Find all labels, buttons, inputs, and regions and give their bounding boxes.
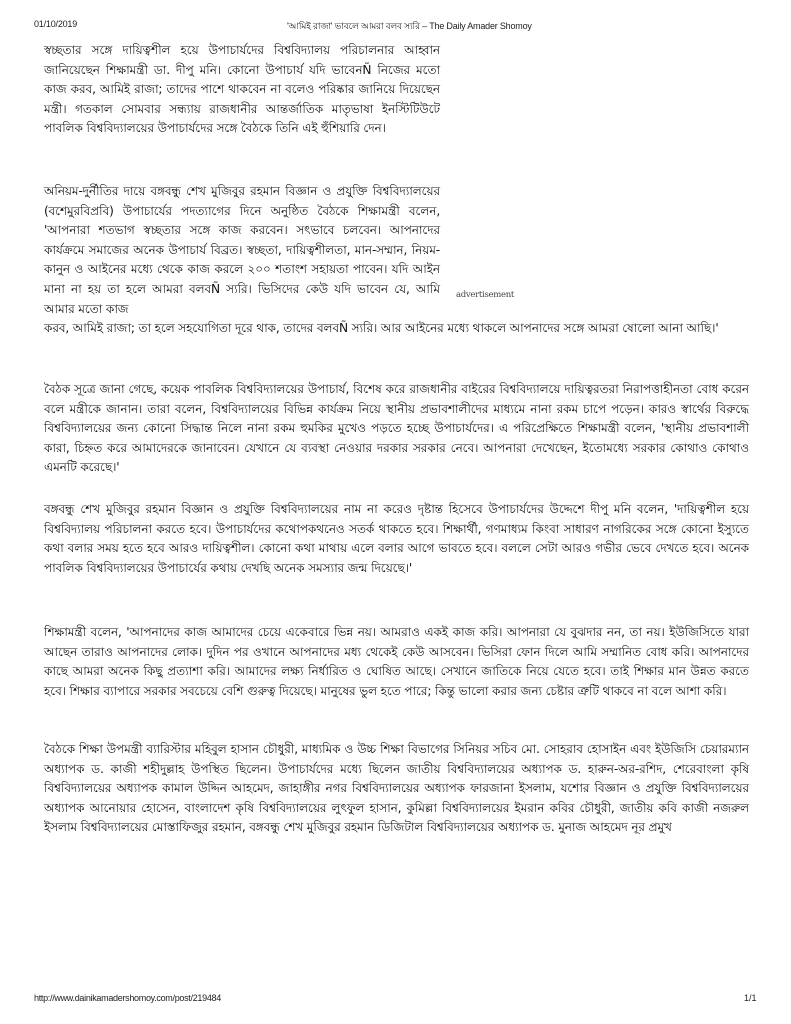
advertisement-label: advertisement [456, 290, 515, 300]
print-date: 01/10/2019 [34, 19, 78, 29]
article-paragraph-6: বৈঠকে শিক্ষা উপমন্ত্রী ব্যারিস্টার মহিবুল হাসান চৌধুরী, মাধ্যমিক ও উচ্চ শিক্ষা বিভাগের সিনিয়র সচিব মো. সোহরাব হোসাইন এবং ইউজিসি চেয়ারম্যান অধ্যাপক ড. কাজী শহীদুল্লাহ উপস্থিত ছিলেন। উপাচার্যদের মধ্যে ছিলেন জাতীয় বিশ্ববিদ্যালয়ের অধ্যাপক ড. হারুন-অর-রশিদ, শেরেবাংলা কৃষি বিশ্ববিদ্যালয়ের অধ্যাপক কামাল উদ্দিন আহমেদ, জাহাঙ্গীর নগর বিশ্ববিদ্যালয়ের অধ্যাপক ফারজানা ইসলাম, যশোর বিজ্ঞান ও প্রযুক্তি বিশ্ববিদ্যালয়ের অধ্যাপক আনোয়ার হোসেন, বাংলাদেশ কৃষি বিশ্ববিদ্যালয়ের লুৎফুল হাসান, কুমিল্লা বিশ্ববিদ্যালয়ের ইমরান কবির চৌধুরী, জাতীয় কবি কাজী নজরুল ইসলাম বিশ্ববিদ্যালয়ের মোস্তাফিজুর রহমান, বঙ্গবন্ধু শেখ মুজিবুর রহমান ডিজিটাল বিশ্ববিদ্যালয়ের অধ্যাপক ড. মুনাজ আহমেদ নূর প্রমুখ [44, 742, 749, 835]
article-paragraph-5: শিক্ষামন্ত্রী বলেন, 'আপনাদের কাজ আমাদের চেয়ে একেবারে ভিন্ন নয়। আমরাও একই কাজ করি। আপনারা যে বুঝদার নন, তা নয়। ইউজিসিতে যারা আছেন তারাও আপনাদের লোক। দুদিন পর ওখানে আপনাদের মধ্য থেকেই কেউ আসবেন। ভিসিরা ফোন দিলে আমি সম্মানিত বোধ করি। আপনাদের কাছে আমরা অনেক কিছু প্রত্যাশা করি। আমাদের লক্ষ্য নির্ধারিত ও ঘোষিত আছে। সেখানে জাতিকে নিয়ে যেতে হবে। তাই শিক্ষার মান উন্নত করতে হবে। শিক্ষার ব্যাপারে সরকার সবচেয়ে বেশি গুরুত্ব দিয়েছে। মানুষের ভুল হতে পারে; কিন্তু ভালো করার জন্য চেষ্টার ত্রুটি থাকবে না বলে আশা করি। [44, 625, 749, 698]
article-paragraph-4: বঙ্গবন্ধু শেখ মুজিবুর রহমান বিজ্ঞান ও প্রযুক্তি বিশ্ববিদ্যালয়ের নাম না করেও দৃষ্টান্ত হিসেবে উপাচার্যদের উদ্দেশে দীপু মনি বলেন, 'দায়িত্বশীল হয়ে বিশ্ববিদ্যালয় পরিচালনা করতে হবে। উপাচার্যদের কথোপকথনেও সতর্ক থাকতে হবে। শিক্ষার্থী, গণমাধ্যম কিংবা সাধারণ নাগরিকের সঙ্গে কোনো ইস্যুতে কথা বলার সময় হতে হবে আরও দায়িত্বশীল। কোনো কথা মাথায় এলে বলার আগে ভাবতে হবে। বললে সেটা আরও গভীর ভেবে দেখতে হবে। অনেক পাবলিক বিশ্ববিদ্যালয়ের উপাচার্যের কথায় দেখছি অনেক সমস্যার জন্ম দিয়েছে।' [44, 502, 749, 575]
article-paragraph-2-text: অনিয়ম-দুর্নীতির দায়ে বঙ্গবন্ধু শেখ মুজিবুর রহমান বিজ্ঞান ও প্রযুক্তি বিশ্ববিদ্যালয়ের (বশেমুরবিপ্রবি) উপাচার্যের পদত্যাগের দিনে অনুষ্ঠিত বৈঠকে শিক্ষামন্ত্রী বলেন, 'আপনারা শতভাগ স্বচ্ছতার সঙ্গে কাজ করবেন। সৎভাবে চলবেন। আপনাদের কার্যক্রমে সমাজের অনেক উপাচার্য বিব্রত। স্বচ্ছতা, দায়িত্বশীলতা, মান-সম্মান, নিয়ম-কানুন ও আইনের মধ্যে থেকে কাজ করলে ২০০ শতাংশ সহায়তা পাবেন। যদি আইন মানা না হয় তা হলে আমরা বলবÑ স্যরি। ভিসিদের কেউ যদি ভাবেন যে, আমি আমার মতো কাজ [44, 184, 440, 316]
article-paragraph-2-continuation: করব, আমিই রাজা; তা হলে সহযোগিতা দূরে থাক, তাদের বলবÑ স্যরি। আর আইনের মধ্যে থাকলে আপনাদের সঙ্গে আমরা ষোলো আনা আছি।' [44, 321, 719, 336]
article-paragraph-3: বৈঠক সূত্রে জানা গেছে, কয়েক পাবলিক বিশ্ববিদ্যালয়ের উপাচার্য, বিশেষ করে রাজধানীর বাইরের বিশ্ববিদ্যালয়ে দায়িত্বরতরা নিরাপত্তাহীনতা বোধ করেন বলে মন্ত্রীকে জানান। তারা বলেন, বিশ্ববিদ্যালয়ের বিভিন্ন কার্যক্রম নিয়ে স্থানীয় প্রভাবশালীদের মাধ্যমে নানা রকম চাপে পড়েন। কারও স্বার্থের বিরুদ্ধে বিশ্ববিদ্যালয়ের জন্য কোনো সিদ্ধান্ত নিলে নানা রকম হুমকির মুখেও পড়তে হচ্ছে উপাচার্যদের। এ পরিপ্রেক্ষিতে শিক্ষামন্ত্রী বলেন, 'স্থানীয় প্রভাবশালী কারা, চিহ্নত করে আমাদেরকে জানাবেন। যেখানে যে ব্যবস্থা নেওয়ার দরকার সরকার নেবে। আপনারা দেখেছেন, ইতোমধ্যে সরকার কোথাও কোথাও এমনটি করেছে।' [44, 382, 749, 475]
page-title: 'আমিই রাজা' ভাবলে আমরা বলব স্যরি – The Daily Amader Shomoy [287, 21, 532, 31]
page-number: 1/1 [744, 993, 757, 1003]
footer-url: http://www.dainikamadershomoy.com/post/219484 [34, 993, 221, 1003]
article-paragraph-1: স্বচ্ছতার সঙ্গে দায়িত্বশীল হয়ে উপাচার্যদের বিশ্ববিদ্যালয় পরিচালনার আহ্বান জানিয়েছেন শিক্ষামন্ত্রী ডা. দীপু মনি। কোনো উপাচার্য যদি ভাবেনÑ নিজের মতো কাজ করব, আমিই রাজা; তাদের পাশে থাকবেন না বলেও পরিষ্কার জানিয়ে দিয়েছেন মন্ত্রী। গতকাল সোমবার সন্ধ্যায় রাজধানীর আন্তর্জাতিক মাতৃভাষা ইনস্টিটিউটে পাবলিক বিশ্ববিদ্যালয়ের উপাচার্যদের সঙ্গে বৈঠকে তিনি এই হুঁশিয়ারি দেন। [44, 43, 440, 136]
